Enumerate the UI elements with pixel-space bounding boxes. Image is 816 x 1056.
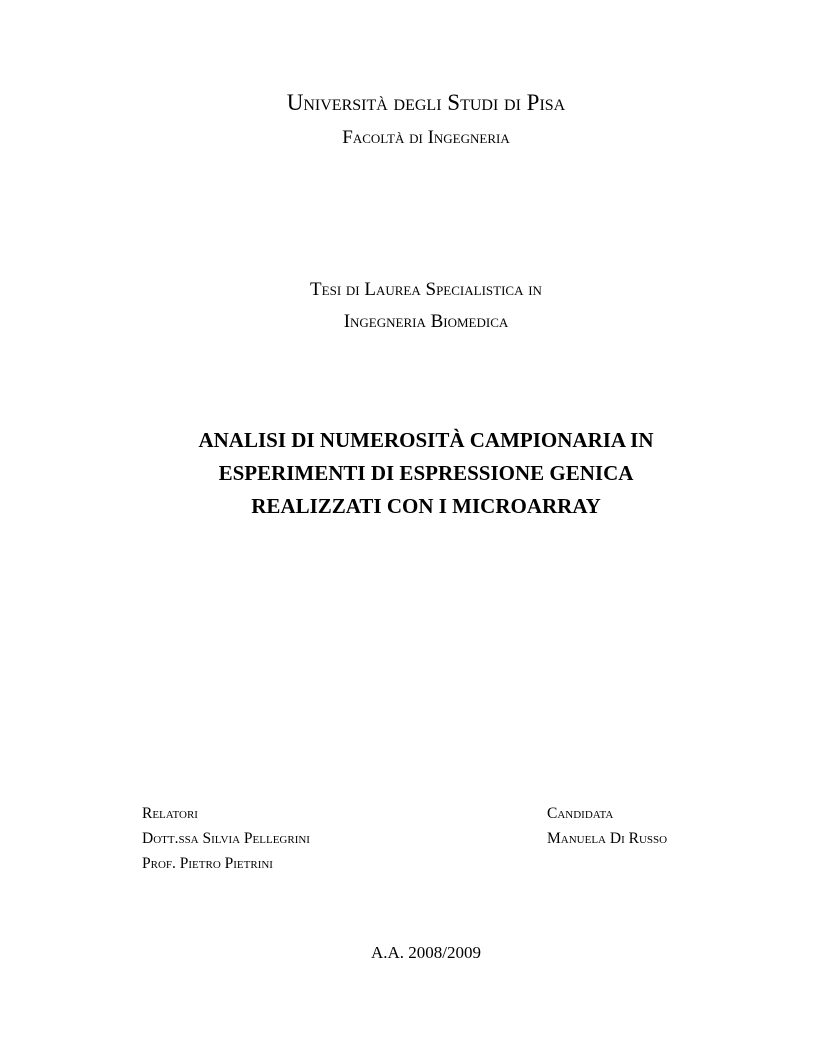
academic-year: A.A. 2008/2009 (370, 943, 482, 962)
thesis-title-line: ESPERIMENTI DI ESPRESSIONE GENICA (218, 461, 634, 485)
supervisor-name: Prof. Pietro Pietrini (142, 855, 273, 872)
candidate-block (547, 801, 667, 851)
faculty-name: Facoltà di Ingegneria (342, 127, 510, 148)
supervisors-block (142, 801, 310, 876)
supervisor-name: Dott.ssa Silvia Pellegrini (142, 830, 310, 847)
supervisors-label: Relatori (142, 805, 198, 822)
thesis-type-line: Tesi di Laurea Specialistica in (310, 279, 542, 300)
thesis-title-line: REALIZZATI CON I MICROARRAY (251, 494, 601, 518)
degree-program: Ingegneria Biomedica (343, 311, 509, 332)
candidate-label: Candidata (547, 805, 614, 822)
candidate-name: Manuela Di Russo (547, 830, 668, 847)
university-name: Università degli Studi di Pisa (286, 90, 566, 115)
thesis-title-line: ANALISI DI NUMEROSITÀ CAMPIONARIA IN (198, 428, 654, 452)
